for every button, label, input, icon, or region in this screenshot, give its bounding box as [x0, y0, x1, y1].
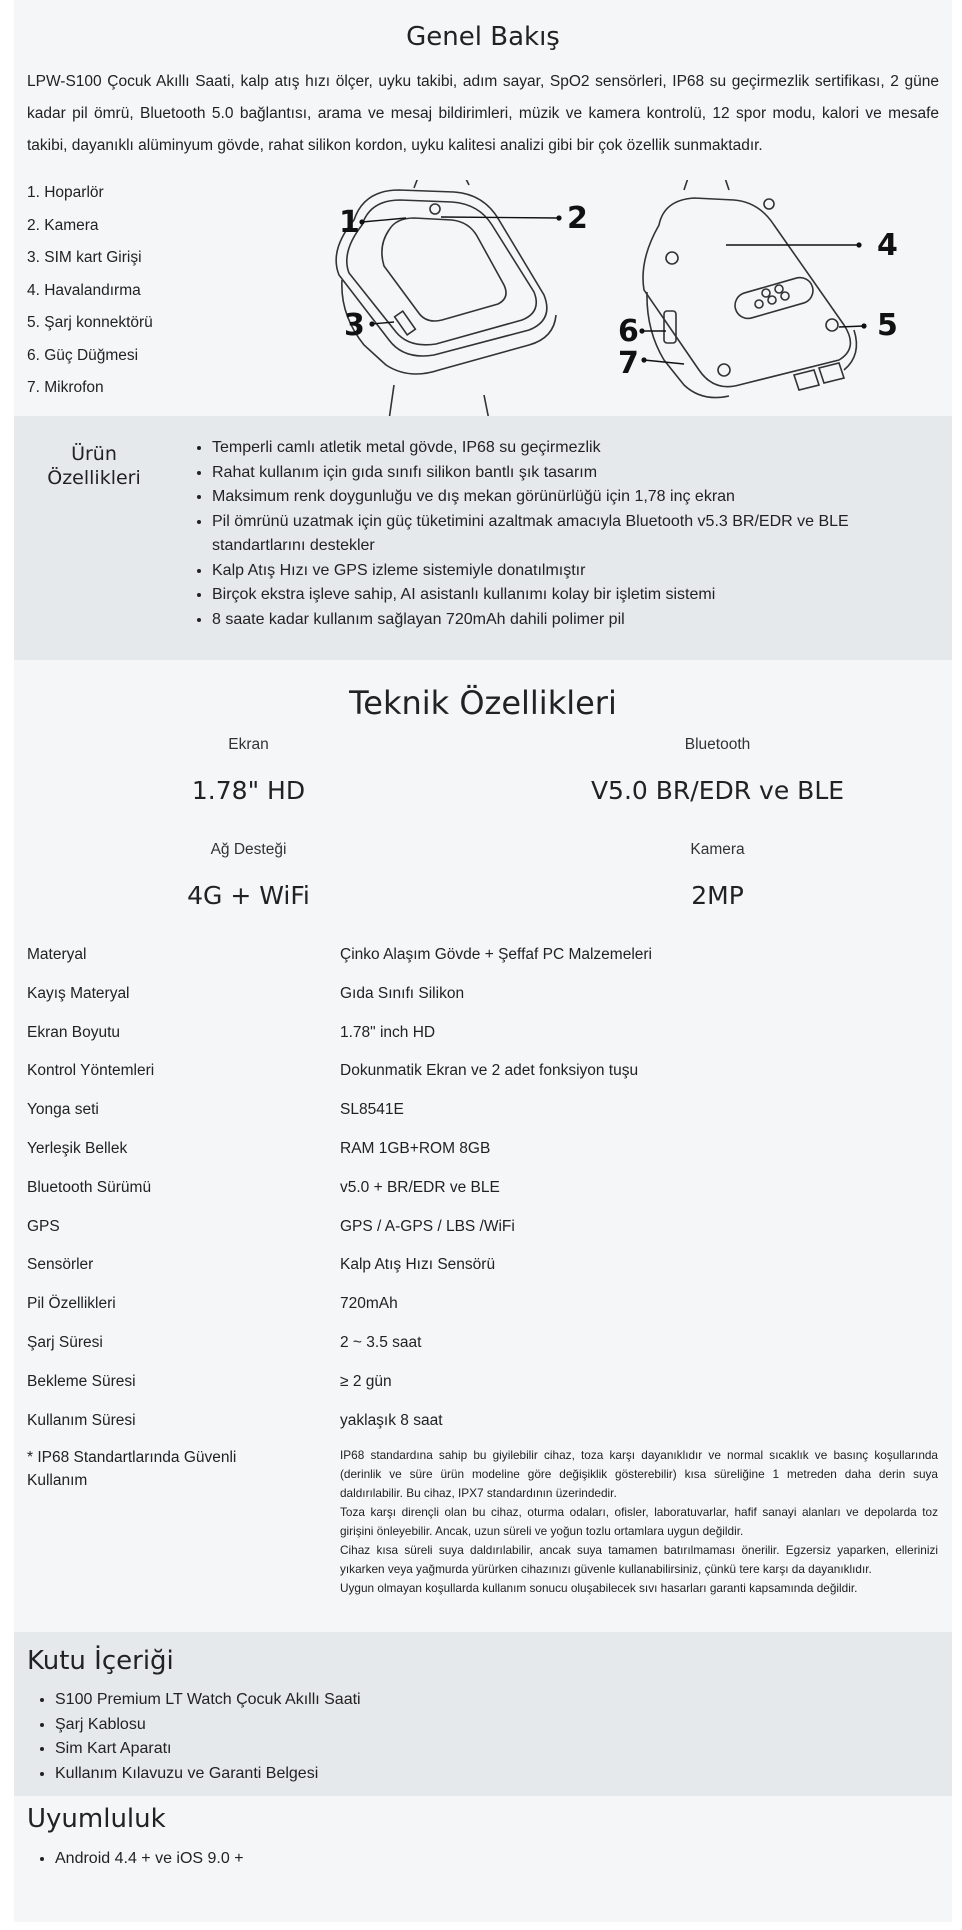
highlight-value: V5.0 BR/EDR ve BLE [590, 776, 845, 805]
spec-value: 1.78" inch HD [340, 1023, 436, 1041]
spec-row [27, 1179, 945, 1218]
part-item: 7. Mikrofon [27, 379, 104, 396]
parts-list [27, 180, 153, 408]
features-title-line: Ürün [71, 443, 117, 465]
diagram-number: 5 [877, 308, 898, 343]
spec-key: Pil Özellikleri [27, 1295, 116, 1313]
part-item: 6. Güç Düğmesi [27, 346, 139, 364]
feature-item: • 8 saate kadar kullanım sağlayan 720mAh dahili polimer pil [212, 608, 912, 633]
spec-row [27, 1062, 945, 1101]
spec-key: Materyal [27, 946, 87, 963]
spec-row [27, 1334, 945, 1373]
highlight-value: 1.78" HD [191, 776, 306, 805]
box-item: • S100 Premium LT Watch Çocuk Akıllı Saati [55, 1688, 361, 1713]
diagram-number: 7 [618, 346, 639, 381]
feature-item: • Maksimum renk doygunluğu ve dış mekan görünürlüğü için 1,78 inç ekran [212, 485, 912, 510]
compat-list [27, 1847, 244, 1871]
spec-key: Yerleşik Bellek [27, 1139, 128, 1157]
overview-title: Genel Bakış [406, 22, 560, 52]
highlight-camera [483, 841, 952, 910]
spec-key: Yonga seti [27, 1101, 99, 1119]
box-contents-panel [14, 1632, 952, 1796]
ip68-key: * IP68 Standartlarında Güvenli Kullanım [27, 1449, 237, 1489]
spec-value: SL8541E [340, 1101, 404, 1119]
compat-item: • Android 4.4 + ve iOS 9.0 + [55, 1847, 244, 1871]
spec-row [27, 1412, 945, 1451]
spec-row [27, 946, 945, 985]
spec-value: RAM 1GB+ROM 8GB [340, 1139, 491, 1157]
feature-item: • Pil ömrünü uzatmak için güç tüketimini azaltmak amacıyla Bluetooth v5.3 BR/EDR ve BLE standartlarını destekler [212, 510, 912, 559]
spec-row [27, 1140, 945, 1179]
part-item: 2. Kamera [27, 216, 99, 234]
spec-row [27, 1256, 945, 1295]
spec-value: Gıda Sınıfı Silikon [340, 984, 465, 1002]
highlight-bluetooth [483, 736, 952, 805]
box-item: • Sim Kart Aparatı [55, 1737, 361, 1762]
content-card [14, 0, 952, 1922]
spec-value: 720mAh [340, 1295, 398, 1313]
highlight-label: Ekran [228, 736, 269, 753]
spec-value: Çinko Alaşım Gövde + Şeffaf PC Malzemeleri [340, 946, 652, 963]
ip68-paragraph: Toza karşı dirençli olan bu cihaz, oturma odaları, ofisler, laboratuvarlar, hafif sanayi alanları ve depolarda toz girişini önleyebilir. Ancak, uzun süreli ve yoğun tozlu ortamlara uygun değildir. [340, 1505, 938, 1538]
box-item: • Kullanım Kılavuzu ve Garanti Belgesi [55, 1762, 361, 1787]
highlight-value: 2MP [691, 881, 744, 910]
spec-key: Bluetooth Sürümü [27, 1178, 152, 1196]
spec-key: Kayış Materyal [27, 984, 130, 1002]
highlight-value: 4G + WiFi [187, 881, 310, 910]
ip68-paragraph: Cihaz kısa süreli suya daldırılabilir, ancak suya tamamen batırılmaması önerilir. Egzersiz yaparken, ellerinizi yıkarken veya yağmurda yürürken cihazınızı güvenle kullanabilirsiniz, çünkü tere karşı da dayanıklıdır. [340, 1543, 938, 1576]
highlight-label: Ağ Desteği [210, 841, 287, 858]
highlight-label: Bluetooth [684, 736, 751, 753]
spec-key: Sensörler [27, 1256, 94, 1274]
ip68-paragraph: Uygun olmayan koşullarda kullanım sonucu oluşabilecek sıvı hasarları garanti kapsamında değildir. [340, 1581, 858, 1595]
box-item: • Şarj Kablosu [55, 1713, 361, 1738]
spec-key: Kullanım Süresi [27, 1411, 136, 1429]
part-item: 3. SIM kart Girişi [27, 249, 142, 266]
features-title [34, 442, 154, 490]
intro-paragraph: LPW-S100 Çocuk Akıllı Saati, kalp atış hızı ölçer, uyku takibi, adım sayar, SpO2 sensörleri, IP68 su geçirmezlik sertifikası, 2 güne kadar pil ömrü, Bluetooth 5.0 bağlantısı, arama ve mesaj bildirimleri, müzik ve kamera kontrolü, 12 spor modu, kalori ve mesafe takibi, dayanıklı alüminyum gövde, rahat silikon kordon, uyku kalitesi analizi gibi bir çok özellik sunmaktadır. [27, 73, 939, 154]
spec-key: Kontrol Yöntemleri [27, 1062, 155, 1080]
watch-back-illustration [643, 180, 856, 398]
ip68-text [340, 1446, 938, 1598]
spec-value: Kalp Atış Hızı Sensörü [340, 1256, 496, 1274]
spec-value: Dokunmatik Ekran ve 2 adet fonksiyon tuşu [340, 1062, 639, 1080]
spec-key: Bekleme Süresi [27, 1372, 136, 1390]
box-list [27, 1688, 361, 1786]
part-item: 4. Havalandırma [27, 281, 141, 299]
spec-value: v5.0 + BR/EDR ve BLE [340, 1178, 500, 1196]
ip68-paragraph: IP68 standardına sahip bu giyilebilir cihaz, toza karşı dayanıklıdır ve normal sıcaklık ve basınç koşullarında (derinlik ve süre ürün modeline göre değişiklik gösterebilir) kısa süreliğine 1 metreden daha derin suya daldırılabilir. Bu cihaz, IPX7 standardının üzerindedir. [340, 1448, 938, 1500]
highlight-network [14, 841, 483, 910]
box-title: Kutu İçeriği [27, 1646, 174, 1676]
spec-row [27, 1024, 945, 1063]
spec-value: yaklaşık 8 saat [340, 1411, 443, 1429]
spec-row [27, 1101, 945, 1140]
feature-item: • Birçok ekstra işleve sahip, AI asistanlı kullanımı kolay bir işletim sistemi [212, 583, 912, 608]
part-item: 5. Şarj konnektörü [27, 314, 153, 331]
spec-value: 2 ~ 3.5 saat [340, 1333, 422, 1351]
spec-row [27, 985, 945, 1024]
tech-title: Teknik Özellikleri [349, 684, 617, 722]
spec-value: GPS / A-GPS / LBS /WiFi [340, 1217, 515, 1235]
features-title-line: Özellikleri [47, 467, 141, 489]
feature-item: • Rahat kullanım için gıda sınıfı silikon bantlı şık tasarım [212, 461, 912, 486]
part-item: 1. Hoparlör [27, 184, 104, 201]
bottom-edge [0, 1922, 962, 1930]
highlight-screen [14, 736, 483, 805]
highlight-label: Kamera [690, 841, 745, 858]
diagram-number: 4 [877, 228, 898, 263]
diagram-number: 3 [344, 308, 365, 343]
compat-title: Uyumluluk [27, 1804, 166, 1834]
spec-table [27, 946, 945, 1450]
watch-diagram [314, 180, 914, 420]
spec-row [27, 1218, 945, 1257]
spec-row [27, 1295, 945, 1334]
diagram-number: 1 [339, 205, 360, 240]
feature-item: • Kalp Atış Hızı ve GPS izleme sistemiyle donatılmıştır [212, 559, 912, 584]
spec-key: GPS [27, 1217, 60, 1235]
watch-front-illustration [336, 180, 556, 420]
spec-key: Ekran Boyutu [27, 1023, 121, 1041]
features-panel [14, 416, 952, 660]
feature-item: • Temperli camlı atletik metal gövde, IP68 su geçirmezlik [212, 436, 912, 461]
diagram-number: 2 [567, 201, 588, 236]
diagram-number: 6 [618, 314, 639, 349]
features-list [196, 436, 912, 632]
spec-key: Şarj Süresi [27, 1333, 103, 1351]
spec-value: ≥ 2 gün [340, 1372, 392, 1390]
spec-row [27, 1373, 945, 1412]
